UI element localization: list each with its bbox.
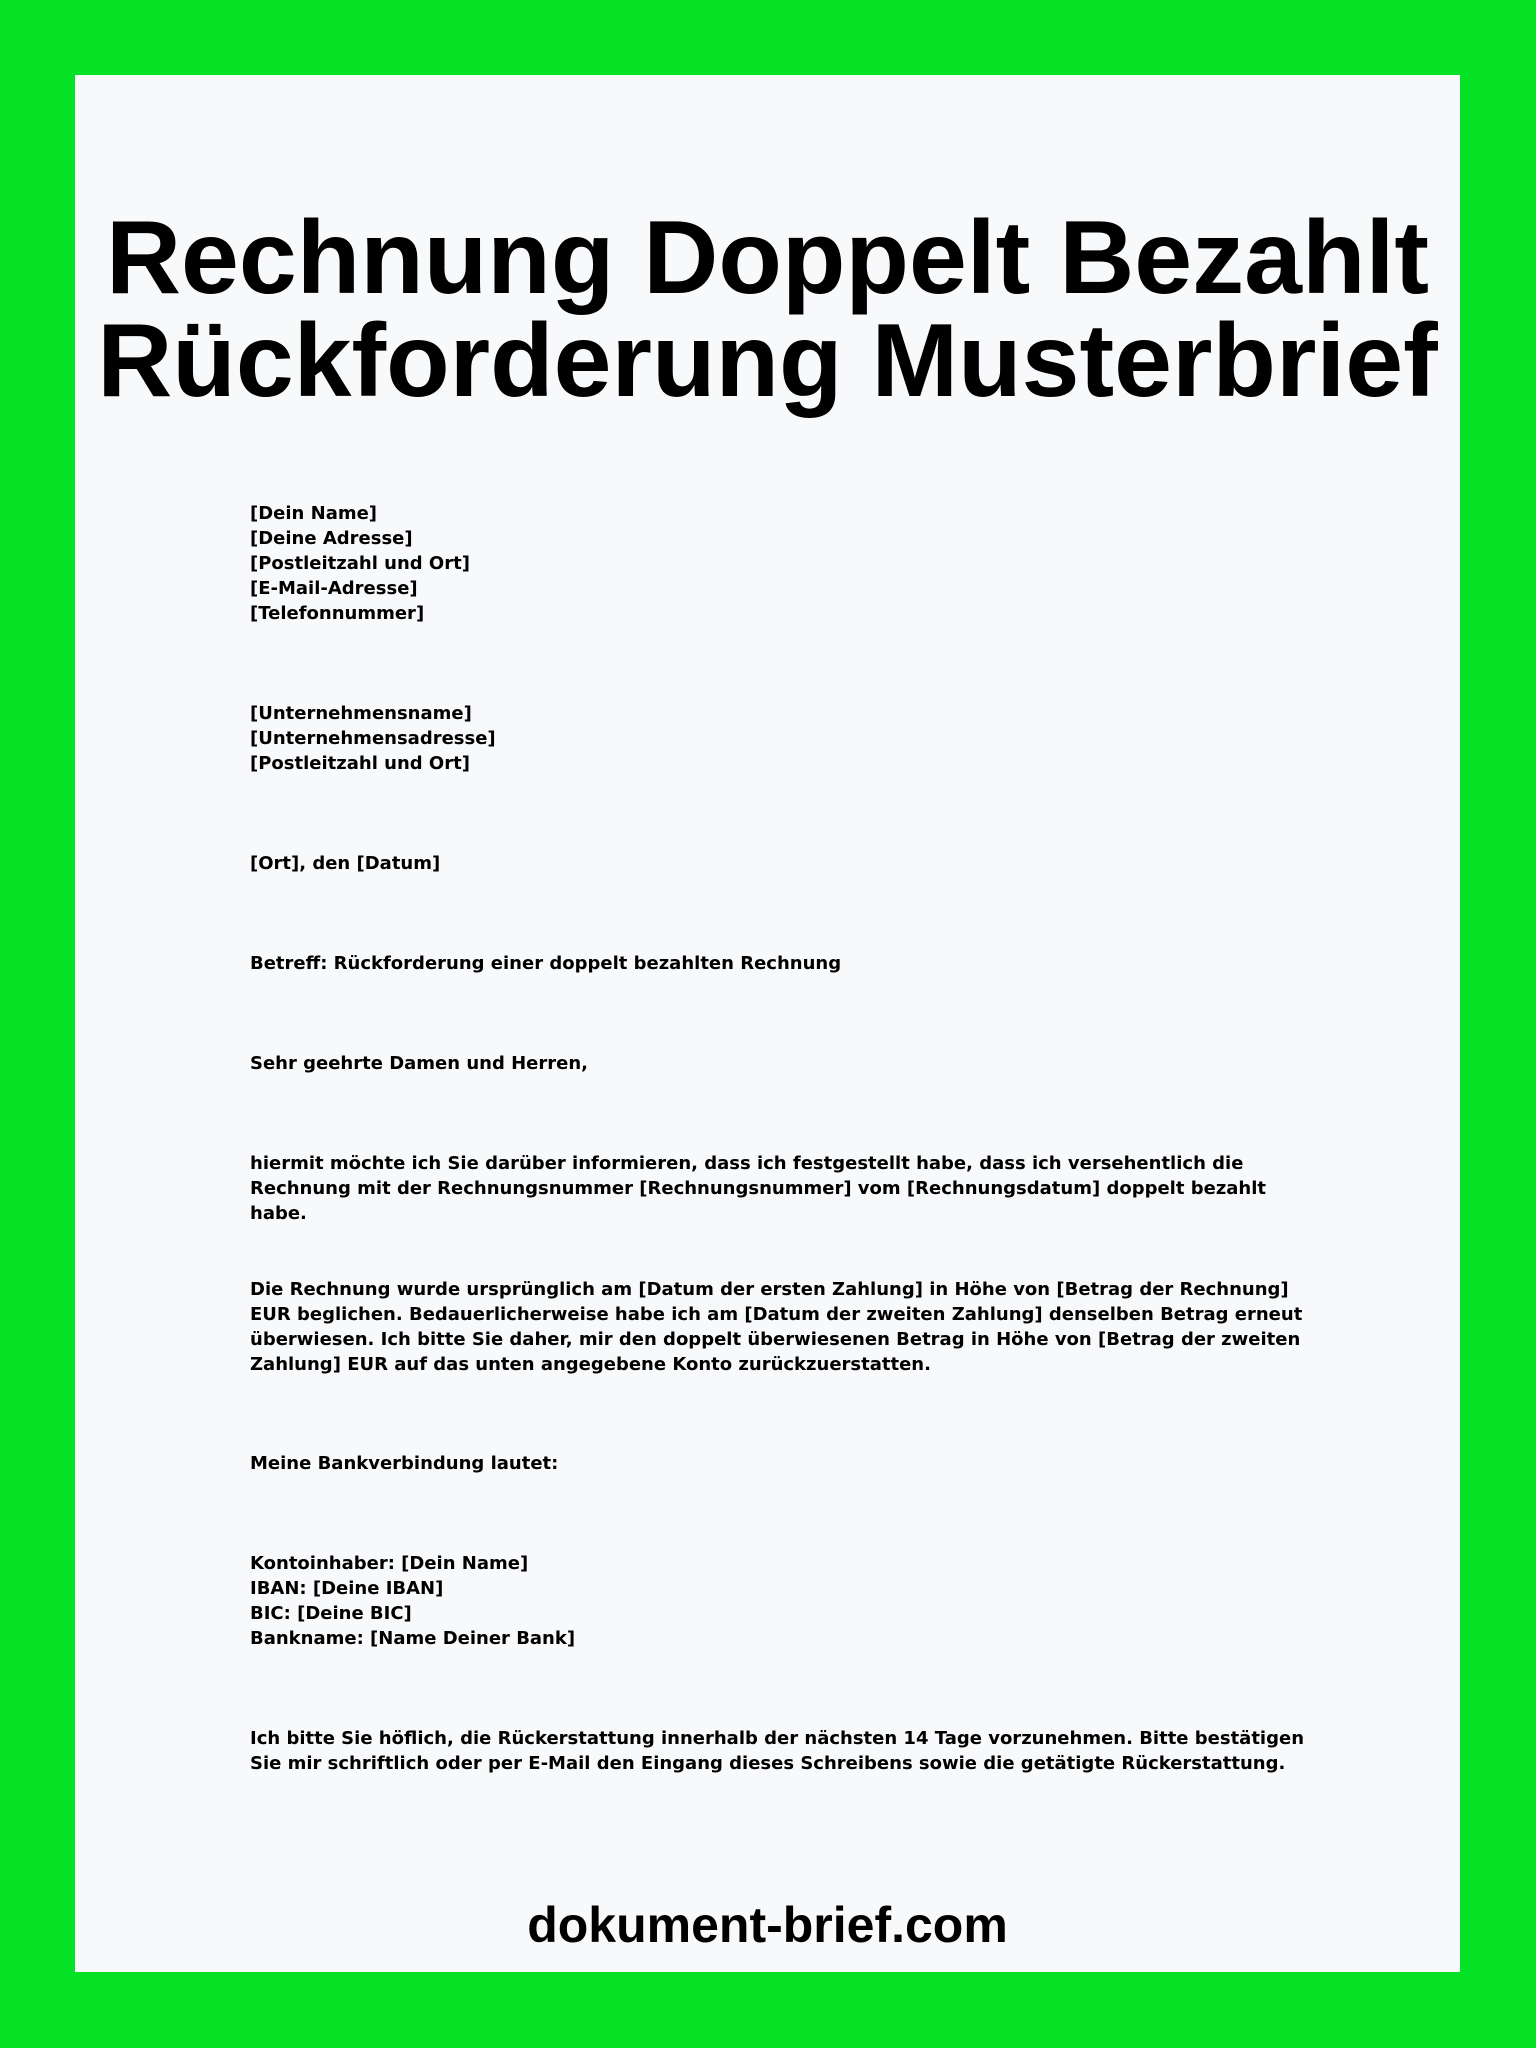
paragraph-1: [250, 1151, 1310, 1226]
title-line-1: Rechnung Doppelt Bezahlt: [105, 200, 1430, 316]
paragraph-3: [250, 1726, 1310, 1776]
bank-iban: IBAN: [Deine IBAN]: [250, 1578, 444, 1599]
sender-city: [Postleitzahl und Ort]: [250, 553, 470, 574]
recipient-address-block: [250, 701, 496, 776]
recipient-city: [Postleitzahl und Ort]: [250, 753, 470, 774]
bank-intro: [250, 1451, 558, 1476]
paragraph-1-text: hiermit möchte ich Sie darüber informieren, dass ich festgestellt habe, dass ich versehentlich die Rechnung mit der Rechnungsnummer [Rechnungsnummer] vom [Rechnungsdatum] doppelt bezahlt habe.: [250, 1153, 1267, 1224]
subject-line: [250, 951, 841, 976]
footer-website: dokument-brief.com: [527, 1897, 1008, 1953]
salutation: [250, 1051, 588, 1076]
sender-email: [E-Mail-Adresse]: [250, 578, 418, 599]
date-line: [250, 851, 440, 876]
bank-intro-text: Meine Bankverbindung lautet:: [250, 1453, 559, 1474]
bank-account-holder: Kontoinhaber: [Dein Name]: [250, 1553, 529, 1574]
sender-name: [Dein Name]: [250, 503, 378, 524]
bank-details-block: [250, 1551, 575, 1651]
sender-address-block: [250, 501, 470, 626]
recipient-company: [Unternehmensname]: [250, 703, 472, 724]
document-page: [75, 75, 1460, 1972]
bank-bic: BIC: [Deine BIC]: [250, 1603, 412, 1624]
title-line-2: Rückforderung Musterbrief: [97, 303, 1438, 419]
paragraph-2: [250, 1277, 1310, 1377]
recipient-address: [Unternehmensadresse]: [250, 728, 496, 749]
sender-address: [Deine Adresse]: [250, 528, 413, 549]
sender-phone: [Telefonnummer]: [250, 603, 425, 624]
paragraph-3-text: Ich bitte Sie höflich, die Rückerstattung innerhalb der nächsten 14 Tage vorzunehmen. Bitte bestätigen Sie mir schriftlich oder per E-Mail den Eingang dieses Schreibens sowie die getätigte Rückerstattung.: [250, 1728, 1305, 1774]
subject-text: Betreff: Rückforderung einer doppelt bezahlten Rechnung: [250, 953, 842, 974]
paragraph-2-text: Die Rechnung wurde ursprünglich am [Datum der ersten Zahlung] in Höhe von [Betrag der Rechnung] EUR beglichen. Bedauerlicherweise habe ich am [Datum der zweiten Zahlung] denselben Betrag erneut überwiesen. Ich bitte Sie daher, mir den doppelt überwiesenen Betrag in Höhe von [Betrag der zweiten Zahlung] EUR auf das unten angegebene Konto zurückzuerstatten.: [250, 1279, 1303, 1375]
document-title: [75, 200, 1460, 419]
place-date: [Ort], den [Datum]: [250, 853, 441, 874]
bank-name: Bankname: [Name Deiner Bank]: [250, 1628, 576, 1649]
salutation-text: Sehr geehrte Damen und Herren,: [250, 1053, 589, 1074]
